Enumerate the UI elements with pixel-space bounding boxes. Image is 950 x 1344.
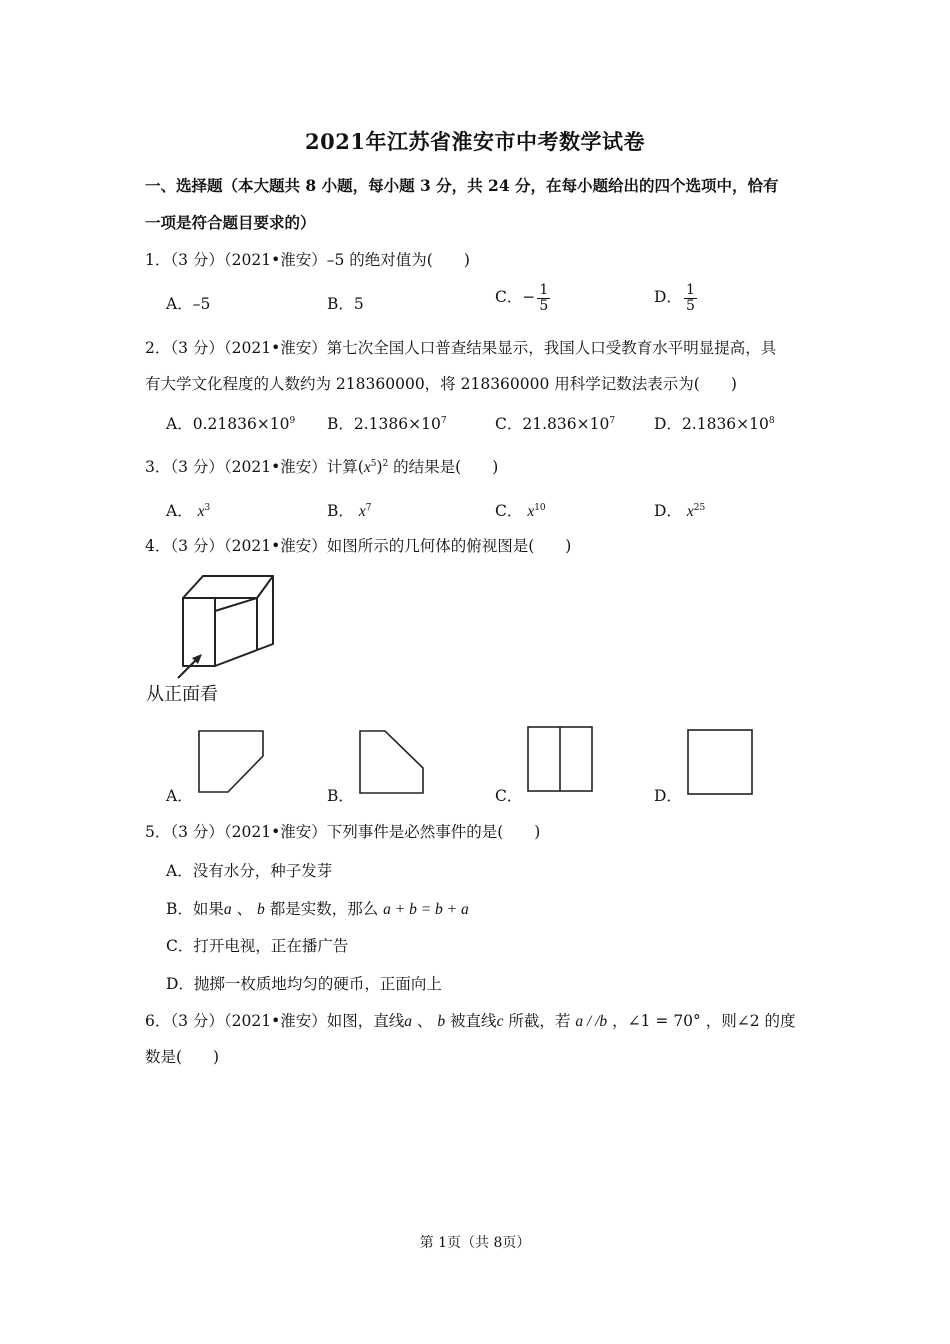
q5-option-c: C．打开电视，正在播广告 <box>166 937 349 955</box>
q5-option-b-var-a: a <box>223 901 232 918</box>
q2-option-a-exponent: 9 <box>289 415 296 426</box>
q4-option-a-figure <box>196 728 266 796</box>
q6-mid2: 所截，若 <box>503 1012 576 1030</box>
q6-angle1: ∠1 = 70° <box>627 1012 701 1030</box>
q6-stem-line1 <box>145 1009 796 1031</box>
q1-option-d-denominator: 5 <box>685 297 695 314</box>
q6-end: 的度 <box>759 1012 796 1030</box>
q1-option-c <box>495 283 550 313</box>
q2-option-c-base: 21.836×10 <box>522 415 610 433</box>
page-title: 2021年江苏省淮安市中考数学试卷 <box>305 129 645 154</box>
q3-option-d-var: x <box>686 503 694 520</box>
q6-var-a: a <box>404 1013 412 1030</box>
q1-option-c-numerator: 1 <box>539 282 549 298</box>
q6-stem-line2: 数是( ) <box>145 1048 220 1066</box>
q5-option-a: A．没有水分，种子发芽 <box>166 862 333 880</box>
q2-option-d <box>654 412 775 434</box>
q3-option-d-label: D． <box>654 502 682 520</box>
q2-option-a-base: 0.21836×10 <box>192 415 290 433</box>
page-footer: 第 1页（共 8页） <box>419 1235 531 1251</box>
q1-option-a: A．–5 <box>166 295 211 313</box>
q5-stem: 5．（3 分）（2021•淮安）下列事件是必然事件的是( ) <box>145 823 541 841</box>
q5-option-b-prefix: B．如果 <box>166 900 224 918</box>
q3-option-c <box>495 499 546 521</box>
q3-option-a-exponent: 3 <box>204 502 211 513</box>
q2-option-d-exponent: 8 <box>768 415 775 426</box>
q1-stem: 1．（3 分）（2021•淮安）–5 的绝对值为( ) <box>145 251 470 269</box>
q5-option-b-mid: 都是实数，那么 <box>264 900 384 918</box>
q3-option-c-var: x <box>527 503 535 520</box>
q1-option-d-label: D． <box>654 288 682 307</box>
section-header-line1: 一、选择题（本大题共 8 小题，每小题 3 分，共 24 分，在每小题给出的四个选项中，恰有 <box>145 176 779 195</box>
q5-option-d: D．抛掷一枚质地均匀的硬币，正面向上 <box>166 975 442 993</box>
q2-option-c-exponent: 7 <box>609 415 616 426</box>
q1-option-d <box>654 283 697 313</box>
q4-option-a-label: A． <box>166 787 193 805</box>
q3-expr-open: ( <box>357 458 364 476</box>
q2-option-d-base: 2.1836×10 <box>681 415 769 433</box>
q3-option-d-exponent: 25 <box>693 502 706 513</box>
q2-option-b-base: 2.1386×10 <box>353 415 441 433</box>
q5-option-b-var-b: b <box>257 901 265 918</box>
q1-option-d-numerator: 1 <box>685 282 695 298</box>
q6-var-c: c <box>496 1013 504 1030</box>
q2-stem-line1: 2．（3 分）（2021•淮安）第七次全国人口普查结果显示，我国人口受教育水平明显提高，具 <box>145 339 777 357</box>
q6-sep: 、 <box>412 1012 433 1030</box>
q1-option-c-fraction <box>537 283 550 313</box>
q4-option-d-figure <box>685 727 755 797</box>
q4-stem: 4．（3 分）（2021•淮安）如图所示的几何体的俯视图是( ) <box>145 537 572 555</box>
q5-option-b-expr: a + b = b + a <box>383 901 469 918</box>
q2-option-b <box>327 412 447 434</box>
q4-figure-caption: 从正面看 <box>146 684 218 705</box>
q1-option-c-sign: − <box>522 288 536 307</box>
q3-option-a-label: A． <box>166 502 193 520</box>
q3-option-c-exponent: 10 <box>534 502 546 513</box>
q5-option-b <box>166 897 469 919</box>
q2-option-a <box>166 412 295 434</box>
q5-option-b-sep: 、 <box>231 900 253 918</box>
q4-side-edge <box>215 598 257 666</box>
q6-parallel: a / /b <box>575 1013 608 1030</box>
q3-expr-var: x <box>363 459 371 476</box>
q4-option-b-label: B． <box>327 787 354 805</box>
q3-option-b-label: B． <box>327 502 354 520</box>
q4-option-d-label: D． <box>654 787 682 805</box>
q4-option-b-figure <box>357 728 427 796</box>
q6-var-b: b <box>437 1013 446 1030</box>
q3-expr-outer-exp: 2 <box>382 458 389 469</box>
q4-option-c-label: C． <box>495 787 523 805</box>
q3-expr-close: ) <box>376 458 383 476</box>
q3-option-b-exponent: 7 <box>365 502 372 513</box>
q3-expr-inner-exp: 5 <box>370 458 377 469</box>
q3-option-a-var: x <box>197 503 205 520</box>
q1-option-c-denominator: 5 <box>539 297 549 314</box>
q2-option-c <box>495 412 615 434</box>
q4-top-face <box>183 576 273 598</box>
q3-option-a <box>166 499 210 521</box>
q6-mid3: ， <box>607 1012 628 1030</box>
q6-mid1: 被直线 <box>445 1012 497 1030</box>
q3-option-d <box>654 499 705 521</box>
q2-option-b-exponent: 7 <box>440 415 447 426</box>
q1-option-c-label: C． <box>495 288 523 307</box>
q3-option-b <box>327 499 371 521</box>
q2-option-b-label: B． <box>327 415 354 433</box>
q3-option-c-label: C． <box>495 502 523 520</box>
q6-angle2: ∠2 <box>736 1012 760 1030</box>
q6-stem-prefix: 6．（3 分）（2021•淮安）如图，直线 <box>145 1012 405 1030</box>
q2-option-a-label: A． <box>166 415 193 433</box>
q6-mid4: ，则 <box>700 1012 737 1030</box>
section-header-line2: 一项是符合题目要求的） <box>145 213 316 232</box>
q3-stem-suffix: 的结果是( ) <box>388 458 499 476</box>
q4-solid-figure <box>140 570 290 682</box>
q1-option-b: B．5 <box>327 295 364 313</box>
q3-option-b-var: x <box>358 503 366 520</box>
q2-option-d-label: D． <box>654 415 682 433</box>
q1-option-d-fraction <box>684 283 697 313</box>
q2-option-c-label: C． <box>495 415 523 433</box>
q3-stem <box>145 455 498 477</box>
q2-stem-line2: 有大学文化程度的人数约为 218360000，将 218360000 用科学记数法表示为( ) <box>145 375 737 393</box>
q3-stem-prefix: 3．（3 分）（2021•淮安）计算 <box>145 458 358 476</box>
q4-option-c-figure <box>525 724 595 794</box>
